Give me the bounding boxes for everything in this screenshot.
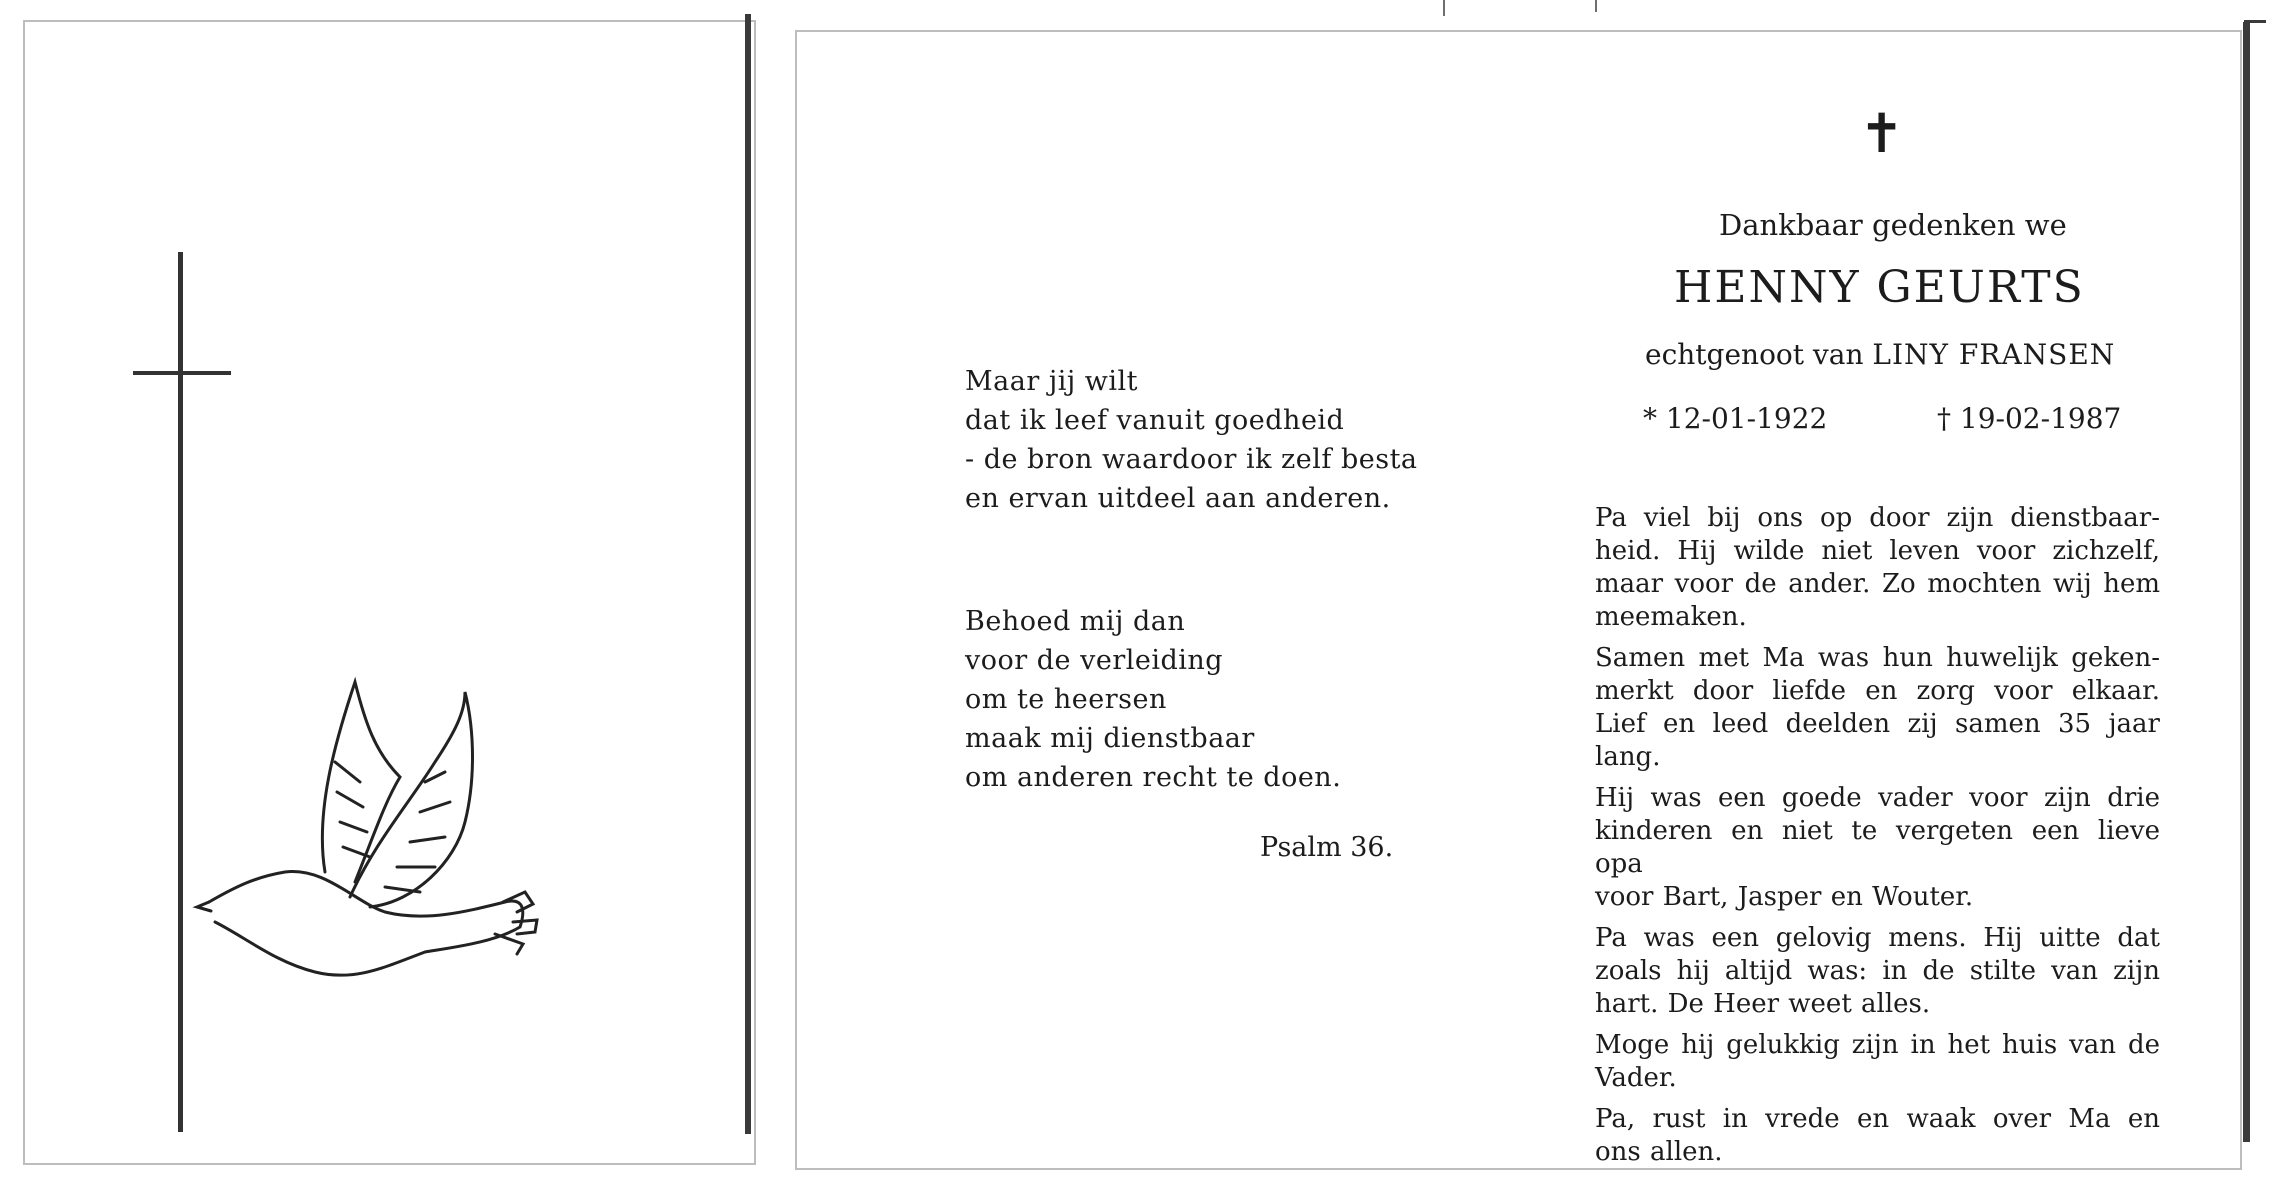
front-card — [23, 20, 756, 1165]
inside-card — [795, 30, 2242, 1170]
scan-mark — [1595, 0, 1597, 12]
tribute-line: hart. De Heer weet alles. — [1595, 989, 1931, 1019]
tribute-paragraph — [1595, 1029, 2160, 1095]
scan-mark — [1443, 0, 1445, 16]
poem-line: maak mij dienstbaar — [965, 723, 1255, 754]
poem-line: - de bron waardoor ik zelf besta — [965, 444, 1418, 475]
spouse-name: LINY FRANSEN — [1872, 338, 2116, 371]
tribute-text — [1595, 502, 2160, 1177]
poem-stanza-1 — [965, 362, 1418, 518]
death-date: † 19-02-1987 — [1937, 402, 2122, 435]
tribute-line: maar voor de ander. Zo mochten wij hem — [1595, 569, 2160, 599]
intro-text: Dankbaar gedenken we — [1719, 208, 2067, 242]
tribute-line: Hij was een goede vader voor zijn drie — [1595, 783, 2160, 813]
cross-symbol: ✝ — [1859, 102, 1905, 165]
poem-line: en ervan uitdeel aan anderen. — [965, 483, 1391, 514]
tribute-line: zoals hij altijd was: in de stilte van zijn — [1595, 956, 2160, 986]
birth-date: * 12-01-1922 — [1643, 402, 1828, 435]
tribute-paragraph — [1595, 642, 2160, 774]
poem-line: om te heersen — [965, 684, 1167, 715]
cross-icon — [133, 252, 231, 1132]
tribute-line: Moge hij gelukkig zijn in het huis van de — [1595, 1030, 2160, 1060]
poem-line: Maar jij wilt — [965, 366, 1139, 397]
tribute-paragraph — [1595, 1103, 2160, 1169]
poem-stanza-2 — [965, 602, 1341, 797]
tribute-line: voor Bart, Jasper en Wouter. — [1595, 882, 1974, 912]
tribute-paragraph — [1595, 922, 2160, 1021]
front-illustration — [25, 22, 758, 1167]
scan-edge-shadow — [2244, 20, 2266, 23]
poem-line: om anderen recht te doen. — [965, 762, 1342, 793]
poem-line: voor de verleiding — [965, 645, 1224, 676]
tribute-line: merkt door liefde en zorg voor elkaar. — [1595, 676, 2160, 706]
poem-line: Behoed mij dan — [965, 606, 1186, 637]
tribute-line: meemaken. — [1595, 602, 1747, 632]
scan-edge-shadow — [2243, 22, 2250, 1142]
tribute-line: Pa, rust in vrede en waak over Ma en — [1595, 1104, 2160, 1134]
scan-edge-shadow — [745, 14, 751, 1134]
tribute-line: lang. — [1595, 742, 1661, 772]
dove-icon — [197, 682, 537, 975]
tribute-paragraph — [1595, 782, 2160, 914]
poem-source: Psalm 36. — [1260, 832, 1394, 863]
tribute-line: Vader. — [1595, 1063, 1677, 1093]
deceased-name: HENNY GEURTS — [1674, 262, 2085, 313]
tribute-line: ons allen. — [1595, 1137, 1723, 1167]
poem-line: dat ik leef vanuit goedheid — [965, 405, 1345, 436]
spouse-line — [1645, 338, 2115, 371]
tribute-line: kinderen en niet te vergeten een lieve opa — [1595, 816, 2160, 879]
tribute-line: Samen met Ma was hun huwelijk geken- — [1595, 643, 2160, 673]
tribute-line: Pa viel bij ons op door zijn dienstbaar- — [1595, 503, 2160, 533]
tribute-paragraph — [1595, 502, 2160, 634]
tribute-line: Pa was een gelovig mens. Hij uitte dat — [1595, 923, 2160, 953]
spouse-prefix: echtgenoot van — [1645, 338, 1864, 371]
tribute-line: heid. Hij wilde niet leven voor zichzelf, — [1595, 536, 2160, 566]
tribute-line: Lief en leed deelden zij samen 35 jaar — [1595, 709, 2160, 739]
